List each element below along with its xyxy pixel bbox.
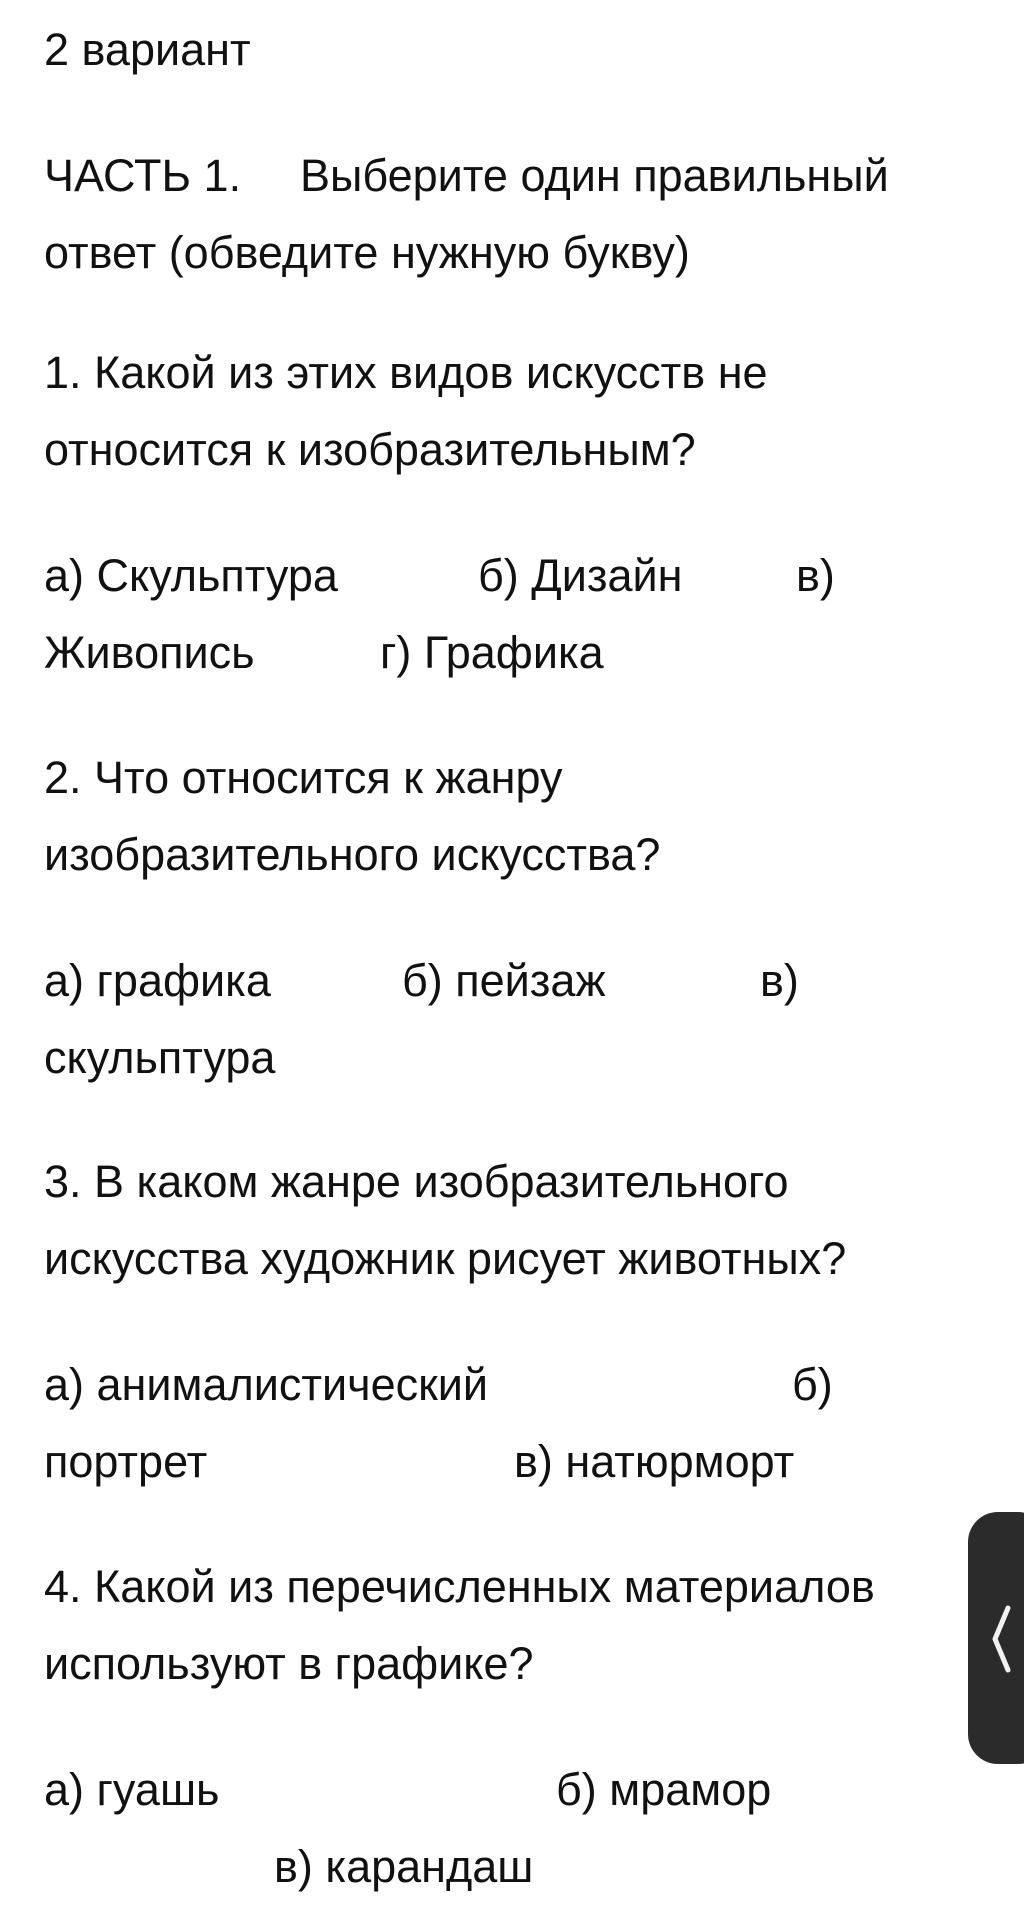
question-4-option-c: в) карандаш [274, 1841, 534, 1892]
question-4-option-b: б) мрамор [556, 1764, 772, 1815]
question-2-option-c: скульптура [44, 1032, 276, 1083]
question-4-text-line1: 4. Какой из перечисленных материалов [44, 1561, 875, 1612]
question-3-option-b: портрет [44, 1436, 208, 1487]
question-4-text-line2: используют в графике? [44, 1638, 534, 1689]
part-instruction-line2: ответ (обведите нужную букву) [44, 227, 690, 278]
question-1-option-c-marker: в) [796, 550, 835, 601]
question-1-option-b: б) Дизайн [478, 550, 683, 601]
question-2-option-b: б) пейзаж [402, 955, 606, 1006]
question-1-text-line1: 1. Какой из этих видов искусств не [44, 347, 768, 398]
question-3-text-line2: искусства художник рисует животных? [44, 1233, 847, 1284]
question-3-option-a: а) анималистический [44, 1359, 489, 1410]
question-3-option-b-marker: б) [792, 1359, 833, 1410]
question-2-option-c-marker: в) [760, 955, 799, 1006]
question-2-text-line1: 2. Что относится к жанру [44, 752, 563, 803]
question-3-text-line1: 3. В каком жанре изобразительного [44, 1156, 789, 1207]
question-1-option-c: Живопись [44, 627, 255, 678]
part-label: ЧАСТЬ 1. [44, 150, 242, 201]
question-1-text-line2: относится к изобразительным? [44, 424, 696, 475]
question-4-option-a: а) гуашь [44, 1764, 220, 1815]
question-1-option-d: г) Графика [380, 627, 604, 678]
variant-title: 2 вариант [44, 24, 251, 75]
question-1-option-a: а) Скульптура [44, 550, 338, 601]
part-instruction-line1: Выберите один правильный [300, 150, 889, 201]
question-3-option-c: в) натюрморт [514, 1436, 795, 1487]
chevron-left-icon [990, 1604, 1012, 1674]
question-2-option-a: а) графика [44, 955, 271, 1006]
question-2-text-line2: изобразительного искусства? [44, 829, 661, 880]
